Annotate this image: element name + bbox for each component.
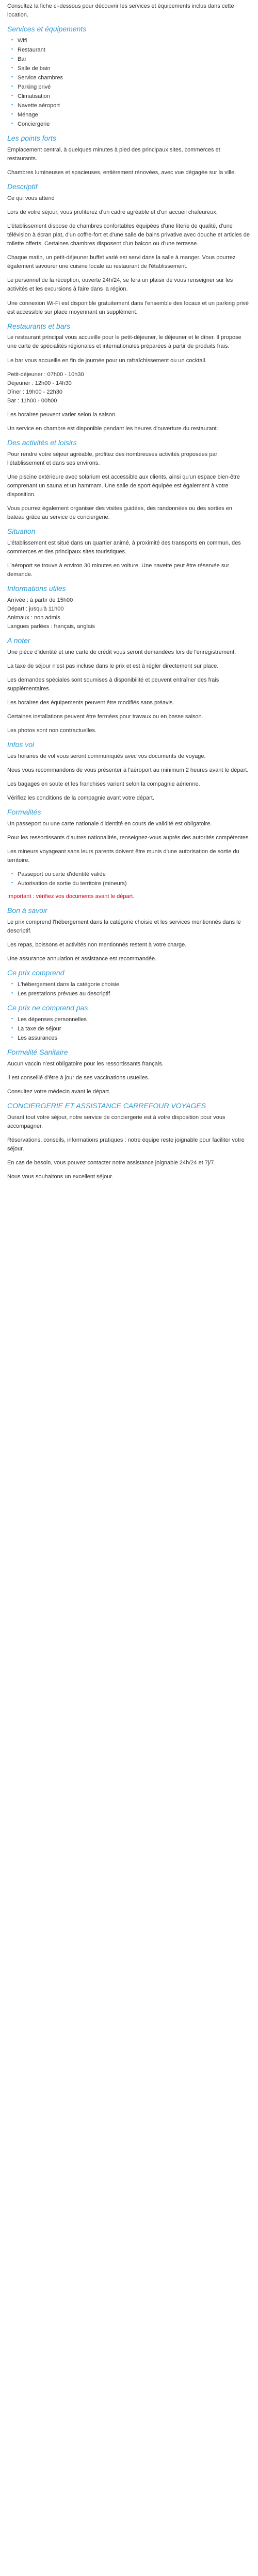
paragraph: Pour rendre votre séjour agréable, profitez des nombreuses activités proposées par l'établissement et dans ses environs.	[7, 451, 218, 466]
paragraph: Les horaires des équipements peuvent être modifiés sans préavis.	[7, 699, 174, 706]
paragraph: Pour les ressortissants d'autres nationalités, renseignez-vous auprès des autorités compétentes.	[7, 834, 250, 841]
list-item: ▪ Passeport ou carte d'identité valide	[11, 870, 251, 879]
paragraph: Les bagages en soute et les franchises varient selon la compagnie aérienne.	[7, 781, 200, 787]
paragraph: L'aéroport se trouve à environ 30 minutes en voiture. Une navette peut être réservée sur demande.	[7, 562, 230, 578]
descriptif-subtitle: Ce qui vous attend	[7, 195, 55, 202]
includes-list	[7, 980, 251, 998]
paragraph: Nous vous souhaitons un excellent séjour.	[7, 1173, 114, 1180]
paragraph: Emplacement central, à quelques minutes à pied des principaux sites, commerces et restaurants.	[7, 147, 220, 162]
paragraph: Nous vous recommandons de vous présenter à l'aéroport au minimum 2 heures avant le départ.	[7, 767, 249, 773]
list-item: ▪ Les assurances	[11, 1034, 251, 1043]
paragraph: Le restaurant principal vous accueille pour le petit-déjeuner, le déjeuner et le dîner. Il propose une carte de spécialités régionales et internationales préparées à partir de produits frais.	[7, 334, 241, 350]
paragraph: Vérifiez les conditions de la compagnie avant votre départ.	[7, 794, 154, 801]
list-item: ▪ Climatisation	[11, 92, 251, 101]
points-forts-heading: Les points forts	[7, 134, 56, 143]
paragraph: Réservations, conseils, informations pratiques : notre équipe reste joignable pour faciliter votre séjour.	[7, 1137, 245, 1152]
paragraph: Le prix comprend l'hébergement dans la catégorie choisie et les services mentionnés dans le descriptif.	[7, 919, 241, 934]
infos-vol-heading: Infos vol	[7, 740, 35, 749]
paragraph: Les mineurs voyageant sans leurs parents doivent être munis d'une autorisation de sortie du territoire.	[7, 848, 239, 863]
list-item: ▪ Bar	[11, 55, 251, 64]
paragraph: Le personnel de la réception, ouverte 24h/24, se fera un plaisir de vous renseigner sur les activités et les excursions à faire dans la région.	[7, 277, 233, 293]
paragraph: En cas de besoin, vous pouvez contacter notre assistance joignable 24h/24 et 7j/7.	[7, 1159, 216, 1166]
paragraph: Les photos sont non contractuelles.	[7, 727, 97, 734]
list-item: ▪ Salle de bain	[11, 64, 251, 73]
descriptif-heading: Descriptif	[7, 182, 38, 191]
services-list	[7, 37, 251, 129]
paragraph: Une connexion Wi-Fi est disponible gratuitement dans l'ensemble des locaux et un parking privé est accessible sur place moyennant un supplément.	[7, 300, 249, 315]
paragraph: Les horaires de vol vous seront communiqués avec vos documents de voyage.	[7, 753, 206, 759]
formalites-list	[7, 870, 251, 888]
hours-line: Petit-déjeuner : 07h00 - 10h30	[7, 371, 84, 378]
paragraph: Une pièce d'identité et une carte de crédit vous seront demandées lors de l'enregistrement.	[7, 649, 236, 655]
excludes-heading: Ce prix ne comprend pas	[7, 1004, 88, 1012]
list-item: ▪ Ménage	[11, 111, 251, 120]
hours-line: Bar : 11h00 - 00h00	[7, 397, 57, 404]
formalites-heading: Formalités	[7, 808, 41, 817]
restaurants-heading: Restaurants et bars	[7, 321, 71, 330]
list-item: ▪ Wifi	[11, 37, 251, 45]
page	[0, 0, 258, 1181]
paragraph: Un passeport ou une carte nationale d'identité en cours de validité est obligatoire.	[7, 820, 212, 827]
paragraph: Il est conseillé d'être à jour de ses vaccinations usuelles.	[7, 1074, 150, 1081]
paragraph: Les demandes spéciales sont soumises à disponibilité et peuvent entraîner des frais supplémentaires.	[7, 676, 219, 692]
conciergerie-heading: CONCIERGERIE ET ASSISTANCE CARREFOUR VOYAGES	[7, 1101, 206, 1110]
list-item: ▪ Parking privé	[11, 83, 251, 92]
hours-line: Dîner : 19h00 - 22h30	[7, 388, 63, 395]
paragraph: Aucun vaccin n'est obligatoire pour les ressortissants français.	[7, 1060, 164, 1067]
paragraph: Vous pourrez également organiser des visites guidées, des randonnées ou des sorties en bateau grâce au service de conciergerie.	[7, 505, 232, 520]
paragraph: Chambres lumineuses et spacieuses, entièrement rénovées, avec vue dégagée sur la ville.	[7, 170, 236, 176]
list-item: ▪ Autorisation de sortie du territoire (mineurs)	[11, 879, 251, 888]
list-item: ▪ Restaurant	[11, 46, 251, 55]
info-line: Départ : jusqu'à 11h00	[7, 605, 64, 612]
paragraph: Les repas, boissons et activités non mentionnés restent à votre charge.	[7, 942, 187, 948]
includes-heading: Ce prix comprend	[7, 969, 64, 977]
info-line: Arrivée : à partir de 15h00	[7, 597, 73, 603]
info-line: Langues parlées : français, anglais	[7, 623, 95, 630]
list-item: ▪ Les prestations prévues au descriptif	[11, 990, 251, 998]
hours-block	[7, 370, 251, 405]
services-heading: Services et équipements	[7, 25, 87, 33]
paragraph: L'établissement dispose de chambres confortables équipées d'une literie de qualité, d'une télévision à écran plat, d'un coffre-fort et d'une salle de bains privative avec douche et articles de toilette offerts. Certaines chambres disposent d'un balcon ou d'une terrasse.	[7, 223, 250, 247]
list-item: ▪ L'hébergement dans la catégorie choisie	[11, 980, 251, 989]
paragraph: Chaque matin, un petit-déjeuner buffet varié est servi dans la salle à manger. Vous pourrez également savourer une cuisine locale au restaurant de l'établissement.	[7, 255, 236, 270]
paragraph: Certaines installations peuvent être fermées pour travaux ou en basse saison.	[7, 713, 203, 720]
list-item: ▪ Navette aéroport	[11, 101, 251, 110]
paragraph: L'établissement est situé dans un quartier animé, à proximité des transports en commun, des commerces et des principaux sites touristiques.	[7, 539, 241, 555]
activites-heading: Des activités et loisirs	[7, 438, 77, 447]
paragraph: Les horaires peuvent varier selon la saison.	[7, 411, 117, 418]
paragraph: Durant tout votre séjour, notre service de conciergerie est à votre disposition pour vous accompagner.	[7, 1114, 225, 1129]
sanitaire-heading: Formalité Sanitaire	[7, 1047, 68, 1056]
list-item: ▪ Service chambres	[11, 74, 251, 82]
hours-line: Déjeuner : 12h00 - 14h30	[7, 380, 72, 386]
info-line: Animaux : non admis	[7, 614, 60, 621]
list-item: ▪ Les dépenses personnelles	[11, 1015, 251, 1024]
paragraph: Une piscine extérieure avec solarium est accessible aux clients, ainsi qu'un espace bien-être comprenant un sauna et un hammam. Une salle de sport équipée est également à votre disposition.	[7, 473, 240, 498]
situation-heading: Situation	[7, 527, 36, 535]
paragraph: La taxe de séjour n'est pas incluse dans le prix et est à régler directement sur place.	[7, 663, 219, 669]
list-item: ▪ La taxe de séjour	[11, 1025, 251, 1033]
infos-block	[7, 596, 251, 631]
important-note: Important : vérifiez vos documents avant le départ.	[7, 893, 135, 900]
paragraph: Le bar vous accueille en fin de journée pour un rafraîchissement ou un cocktail.	[7, 357, 207, 364]
paragraph: Une assurance annulation et assistance est recommandée.	[7, 956, 157, 962]
a-noter-heading: A noter	[7, 636, 30, 645]
excludes-list	[7, 1015, 251, 1043]
list-item: ▪ Conciergerie	[11, 120, 251, 129]
bon-a-savoir-heading: Bon à savoir	[7, 906, 47, 915]
intro-text: Consultez la fiche ci-dessous pour découvrir les services et équipements inclus dans cette location.	[7, 3, 234, 19]
infos-utiles-heading: Informations utiles	[7, 584, 66, 592]
paragraph: Consultez votre médecin avant le départ.	[7, 1088, 110, 1095]
paragraph: Un service en chambre est disponible pendant les heures d'ouverture du restaurant.	[7, 425, 218, 432]
paragraph: Lors de votre séjour, vous profiterez d'un cadre agréable et d'un accueil chaleureux.	[7, 209, 218, 216]
